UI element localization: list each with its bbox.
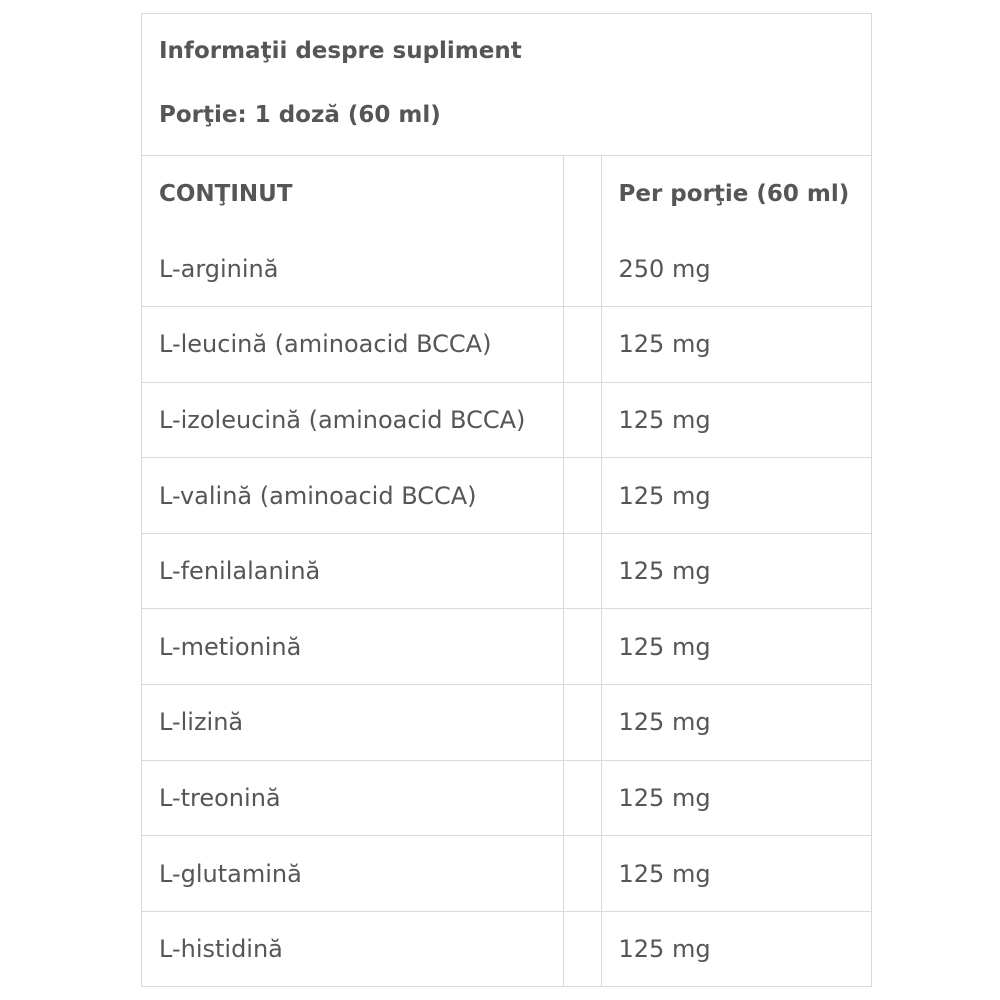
table-row bbox=[142, 836, 871, 912]
table-row bbox=[142, 685, 871, 761]
ingredient-name: L-valină (aminoacid BCCA) bbox=[142, 458, 563, 534]
row-spacer bbox=[563, 685, 601, 761]
row-spacer bbox=[563, 231, 601, 307]
ingredient-amount: 125 mg bbox=[601, 836, 871, 912]
supplement-info-panel bbox=[141, 13, 872, 987]
header-content: CONŢINUT bbox=[159, 180, 293, 207]
ingredient-name: L-leucină (aminoacid BCCA) bbox=[142, 307, 563, 383]
panel-header bbox=[142, 14, 871, 156]
row-spacer bbox=[563, 307, 601, 383]
row-spacer bbox=[563, 911, 601, 987]
row-spacer bbox=[563, 458, 601, 534]
table-row bbox=[142, 382, 871, 458]
ingredient-amount: 125 mg bbox=[601, 382, 871, 458]
ingredient-name: L-lizină bbox=[142, 685, 563, 761]
ingredient-name: L-fenilalanină bbox=[142, 533, 563, 609]
ingredient-amount: 125 mg bbox=[601, 911, 871, 987]
ingredient-name: L-glutamină bbox=[142, 836, 563, 912]
ingredients-table bbox=[142, 156, 871, 987]
ingredient-amount: 125 mg bbox=[601, 533, 871, 609]
ingredient-amount: 250 mg bbox=[618, 254, 711, 283]
ingredient-name: L-histidină bbox=[142, 911, 563, 987]
row-spacer bbox=[563, 836, 601, 912]
ingredient-amount: 125 mg bbox=[601, 307, 871, 383]
ingredient-name: L-izoleucină (aminoacid BCCA) bbox=[142, 382, 563, 458]
serving-size: Porţie: 1 doză (60 ml) bbox=[159, 102, 441, 128]
table-header-row bbox=[142, 156, 871, 231]
row-spacer bbox=[563, 382, 601, 458]
row-spacer bbox=[563, 609, 601, 685]
table-row bbox=[142, 231, 871, 307]
ingredient-amount: 125 mg bbox=[601, 760, 871, 836]
table-row bbox=[142, 609, 871, 685]
ingredient-amount: 125 mg bbox=[601, 609, 871, 685]
header-per-serving: Per porţie (60 ml) bbox=[618, 180, 850, 207]
header-spacer bbox=[563, 156, 601, 231]
ingredient-name: L-metionină bbox=[142, 609, 563, 685]
ingredient-amount: 125 mg bbox=[601, 458, 871, 534]
table-row bbox=[142, 533, 871, 609]
row-spacer bbox=[563, 533, 601, 609]
panel-title: Informaţii despre supliment bbox=[159, 38, 522, 64]
ingredient-name: L-arginină bbox=[159, 254, 279, 283]
row-spacer bbox=[563, 760, 601, 836]
table-row bbox=[142, 760, 871, 836]
ingredient-name: L-treonină bbox=[142, 760, 563, 836]
table-row bbox=[142, 911, 871, 987]
table-row bbox=[142, 307, 871, 383]
ingredient-amount: 125 mg bbox=[601, 685, 871, 761]
table-row bbox=[142, 458, 871, 534]
